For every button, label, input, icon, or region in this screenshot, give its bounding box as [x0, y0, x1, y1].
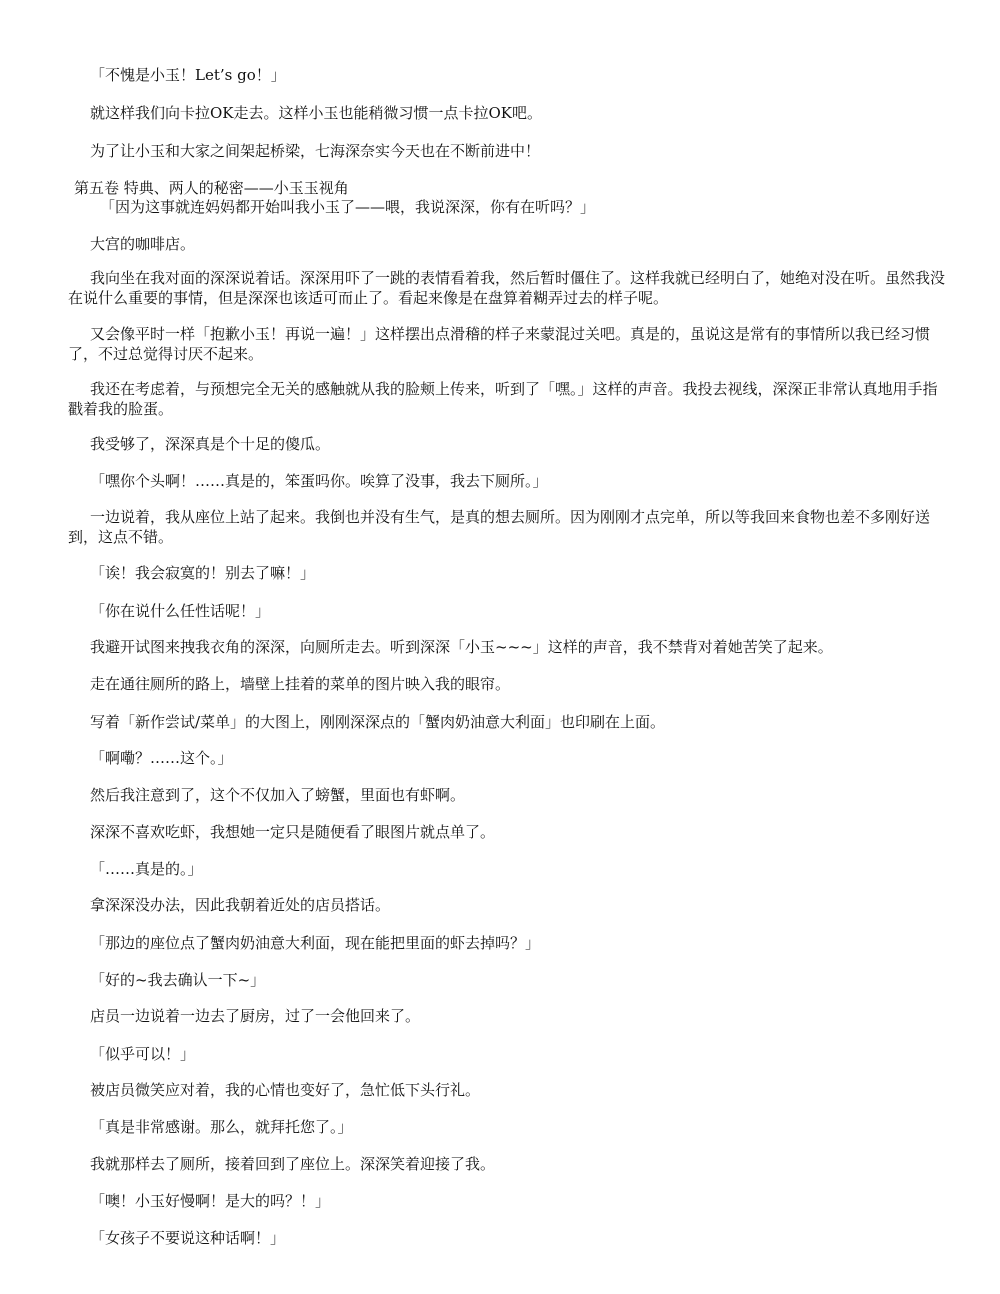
paragraph: 大宫的咖啡店。 — [90, 235, 196, 253]
paragraph: 「诶！我会寂寞的！别去了嘛！」 — [90, 564, 316, 582]
paragraph: 「真是非常感谢。那么，就拜托您了。」 — [90, 1118, 353, 1136]
paragraph: 一边说着，我从座位上站了起来。我倒也并没有生气，是真的想去厕所。因为刚刚才点完单，所以等我回来食物也差不多刚好送到，这点不错。 — [68, 508, 931, 546]
paragraph: 「你在说什么任性话呢！」 — [90, 602, 271, 620]
paragraph: 就这样我们向卡拉OK走去。这样小玉也能稍微习惯一点卡拉OK吧。 — [90, 104, 543, 122]
paragraph: 为了让小玉和大家之间架起桥梁，七海深奈实今天也在不断前进中！ — [90, 142, 541, 160]
paragraph: 被店员微笑应对着，我的心情也变好了，急忙低下头行礼。 — [90, 1081, 481, 1099]
paragraph: 「……真是的。」 — [90, 860, 203, 878]
paragraph: 「不愧是小玉！Let’s go！」 — [90, 66, 286, 84]
paragraph: 我受够了，深深真是个十足的傻瓜。 — [90, 435, 331, 453]
paragraph: 「噢！小玉好慢啊！是大的吗？！」 — [90, 1192, 331, 1210]
paragraph: 又会像平时一样「抱歉小玉！再说一遍！」这样摆出点滑稽的样子来蒙混过关吧。真是的，虽说这是常有的事情所以我已经习惯了，不过总觉得讨厌不起来。 — [68, 325, 931, 363]
paragraph: 然后我注意到了，这个不仅加入了螃蟹，里面也有虾啊。 — [90, 786, 466, 804]
paragraph: 写着「新作尝试/菜单」的大图上，刚刚深深点的「蟹肉奶油意大利面」也印刷在上面。 — [90, 713, 666, 731]
paragraph: 「好的~我去确认一下~」 — [90, 971, 266, 989]
paragraph: 我还在考虑着，与预想完全无关的感触就从我的脸颊上传来，听到了「嘿。」这样的声音。我投去视线，深深正非常认真地用手指戳着我的脸蛋。 — [68, 380, 938, 418]
section-heading: 第五卷 特典、两人的秘密——小玉玉视角 — [74, 179, 349, 197]
paragraph: 我向坐在我对面的深深说着话。深深用吓了一跳的表情看着我，然后暂时僵住了。这样我就已经明白了，她绝对没在听。虽然我没在说什么重要的事情，但是深深也该适可而止了。看起来像是在盘算着糊弄过去的样子呢。 — [68, 269, 946, 307]
paragraph: 店员一边说着一边去了厨房，过了一会他回来了。 — [90, 1007, 421, 1025]
paragraph: 「似乎可以！」 — [90, 1045, 196, 1063]
paragraph: 「女孩子不要说这种话啊！」 — [90, 1229, 286, 1247]
paragraph: 走在通往厕所的路上，墙壁上挂着的菜单的图片映入我的眼帘。 — [90, 675, 511, 693]
paragraph: 「啊嘞？……这个。」 — [90, 749, 233, 767]
paragraph: 「因为这事就连妈妈都开始叫我小玉了——喂，我说深深，你有在听吗？」 — [100, 198, 596, 216]
paragraph: 我就那样去了厕所，接着回到了座位上。深深笑着迎接了我。 — [90, 1155, 496, 1173]
paragraph: 我避开试图来拽我衣角的深深，向厕所走去。听到深深「小玉~~~」这样的声音，我不禁背对着她苦笑了起来。 — [90, 638, 833, 656]
paragraph: 「那边的座位点了蟹肉奶油意大利面，现在能把里面的虾去掉吗？」 — [90, 934, 541, 952]
paragraph: 「嘿你个头啊！……真是的，笨蛋吗你。唉算了没事，我去下厕所。」 — [90, 472, 548, 490]
paragraph: 深深不喜欢吃虾，我想她一定只是随便看了眼图片就点单了。 — [90, 823, 496, 841]
paragraph: 拿深深没办法，因此我朝着近处的店员搭话。 — [90, 896, 391, 914]
